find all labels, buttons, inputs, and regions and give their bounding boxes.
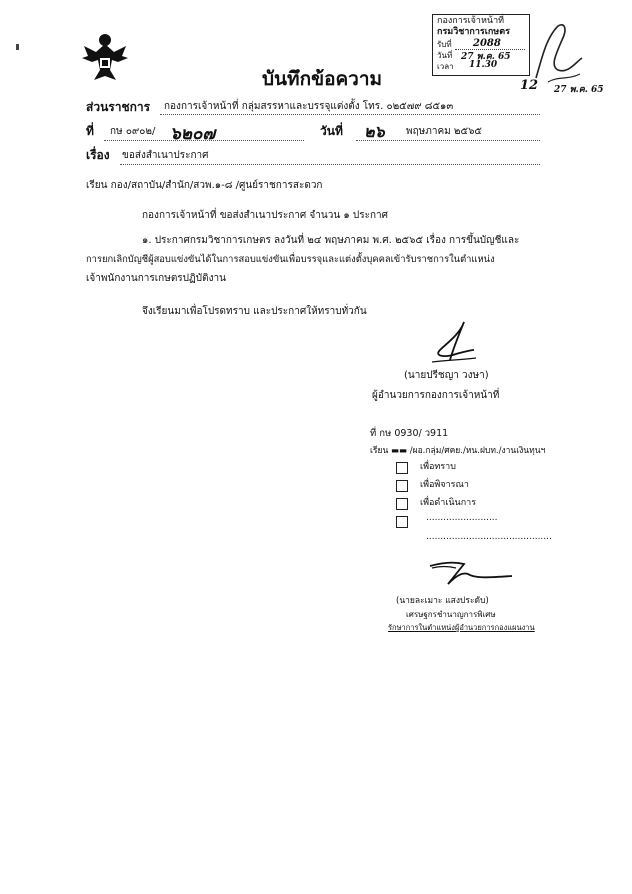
option-other: ......................... <box>426 513 498 523</box>
paragraph-3: จึงเรียนมาเพื่อโปรดทราบ และประกาศให้ทราบทั่วกัน <box>142 306 367 317</box>
forward-signature <box>426 556 516 590</box>
checkbox-acknowledge[interactable] <box>396 462 408 474</box>
stamp-date-label: วันที่ <box>437 51 453 60</box>
paragraph-2-line-1: ๑. ประกาศกรมวิชาการเกษตร ลงวันที่ ๒๔ พฤษภาคม พ.ศ. ๒๕๖๕ เรื่อง การขึ้นบัญชีและ <box>142 235 520 246</box>
paragraph-2-line-2: การยกเลิกบัญชีผู้สอบแข่งขันได้ในการสอบแข่งขันเพื่อบรรจุและแต่งตั้งบุคคลเข้ารับราชการในตำแหน่ง <box>86 254 495 265</box>
forward-sig-line3: รักษาการในตำแหน่งผู้อำนวยการกองแผนงาน <box>388 623 535 632</box>
addressee: เรียน กอง/สถาบัน/สำนัก/สวพ.๑-๘ /ศูนย์ราชการสะดวก <box>86 180 323 191</box>
option-acknowledge: เพื่อทราบ <box>420 462 456 472</box>
scan-mark <box>16 44 19 50</box>
subject-value: ขอส่งสำเนาประกาศ <box>122 150 209 161</box>
handwritten-mark: 12 <box>520 78 539 93</box>
director-position: ผู้อำนวยการกองการเจ้าหน้าที่ <box>372 390 500 401</box>
forward-sig-line2: เศรษฐกรชำนาญการพิเศษ <box>406 610 496 619</box>
checkbox-consider[interactable] <box>396 480 408 492</box>
garuda-emblem <box>82 30 128 84</box>
forward-sig-name: (นายละเมาะ แสงประดับ) <box>396 596 489 606</box>
stamp-line2: กรมวิชาการเกษตร <box>437 27 510 37</box>
ref-label: ที่ <box>86 124 94 138</box>
agency-value: กองการเจ้าหน้าที่ กลุ่มสรรหาและบรรจุแต่งตั้ง โทร. ๐๒๕๗๙ ๘๕๑๓ <box>164 101 454 112</box>
paragraph-2-line-3: เจ้าพนักงานการเกษตรปฏิบัติงาน <box>86 273 226 284</box>
date-rest: พฤษภาคม ๒๕๖๕ <box>406 126 482 137</box>
date-label: วันที่ <box>320 124 343 138</box>
stamp-time-value: 11.30 <box>469 60 498 70</box>
agency-label: ส่วนราชการ <box>86 100 151 114</box>
option-extra-line: ............................................ <box>426 532 552 542</box>
forward-ref: ที่ กษ 0930/ ว911 <box>370 428 449 439</box>
ref-prefix: กษ ๐๙๐๒/ <box>110 126 156 137</box>
option-proceed: เพื่อดำเนินการ <box>420 498 477 508</box>
date-day: ๒๖ <box>364 122 385 141</box>
handwritten-date-note: 27 พ.ค. 65 <box>554 85 604 95</box>
stamp-line1: กองการเจ้าหน้าที่ <box>437 16 505 26</box>
stamp-no-label: รับที่ <box>437 40 452 49</box>
subject-label: เรื่อง <box>86 148 110 162</box>
option-consider: เพื่อพิจารณา <box>420 480 469 490</box>
checkbox-other[interactable] <box>396 516 408 528</box>
director-signature <box>420 316 480 366</box>
memo-title: บันทึกข้อความ <box>262 68 383 90</box>
stamp-no-value: 2088 <box>473 38 501 49</box>
forward-to: เรียน ▬▬ /ผอ.กลุ่ม/ศคย./หน.ฝบท./งานเงินทุนฯ <box>370 446 546 456</box>
garuda-icon <box>82 30 128 84</box>
ref-number: ๖๒๐๗ <box>170 124 216 144</box>
stamp-date-value: 27 พ.ค. 65 <box>461 52 511 62</box>
receive-stamp <box>432 14 530 76</box>
stamp-time-label: เวลา <box>437 62 454 71</box>
checkbox-proceed[interactable] <box>396 498 408 510</box>
paragraph-1: กองการเจ้าหน้าที่ ขอส่งสำเนาประกาศ จำนวน ๑ ประกาศ <box>142 210 388 221</box>
director-name: (นายปรีชญา วงษา) <box>404 370 489 381</box>
